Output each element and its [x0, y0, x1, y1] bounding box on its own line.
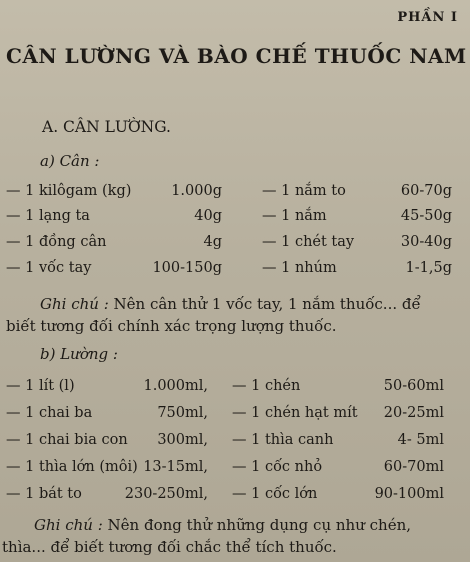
right-label: — 1 cốc nhỏ	[232, 459, 323, 475]
left-value: 1.000ml,	[143, 378, 208, 394]
right-label: — 1 nắm to	[262, 183, 346, 199]
right-label: — 1 nắm	[262, 208, 327, 224]
note-label: Ghi chú :	[34, 516, 103, 534]
note-can-line2: biết tương đối chính xác trọng lượng thuốc.	[6, 317, 337, 335]
right-value: 4- 5ml	[397, 432, 444, 448]
page-title: CÂN LƯỜNG VÀ BÀO CHẾ THUỐC NAM	[6, 44, 467, 68]
left-value: 1.000g	[171, 183, 222, 199]
left-label: — 1 lạng ta	[6, 208, 90, 224]
left-label: — 1 chai ba	[6, 405, 93, 421]
right-value: 1-1,5g	[405, 260, 452, 276]
note-text: Nên cân thử 1 vốc tay, 1 nắm thuốc... để	[108, 295, 421, 313]
right-value: 90-100ml	[374, 486, 444, 502]
note-luong-line1	[34, 516, 411, 535]
right-value: 30-40g	[400, 234, 452, 250]
left-label: — 1 đồng cân	[6, 234, 107, 250]
right-value: 50-60ml	[383, 378, 444, 394]
right-label: — 1 chén hạt mít	[232, 405, 358, 421]
left-value: 300ml,	[157, 432, 208, 448]
left-label: — 1 kilôgam (kg)	[6, 183, 132, 199]
right-label: — 1 thìa canh	[232, 432, 334, 448]
part-number: PHẦN I	[397, 10, 458, 25]
right-value: 45-50g	[400, 208, 452, 224]
subsection-heading-can: a) Cân :	[40, 152, 100, 170]
left-label: — 1 lít (l)	[6, 378, 75, 394]
note-luong-line2: thìa... để biết tương đối chắc thể tích thuốc.	[2, 538, 337, 556]
left-value: 230-250ml,	[124, 486, 208, 502]
right-label: — 1 chét tay	[262, 234, 355, 250]
left-value: 4g	[203, 234, 222, 250]
note-text: Nên đong thử những dụng cụ như chén,	[102, 516, 411, 534]
left-value: 40g	[194, 208, 222, 224]
right-value: 60-70ml	[383, 459, 444, 475]
note-label: Ghi chú :	[40, 295, 109, 313]
right-label: — 1 chén	[232, 378, 301, 394]
right-label: — 1 cốc lớn	[232, 486, 318, 502]
right-label: — 1 nhúm	[262, 260, 337, 276]
left-label: — 1 thìa lớn (môi)	[6, 459, 138, 475]
left-value: 13-15ml,	[143, 459, 208, 475]
section-heading: A. CÂN LƯỜNG.	[42, 118, 171, 136]
left-label: — 1 chai bia con	[6, 432, 128, 448]
right-value: 60-70g	[400, 183, 452, 199]
left-value: 100-150g	[152, 260, 222, 276]
subsection-heading-luong: b) Lường :	[40, 345, 118, 363]
note-can-line1	[40, 295, 421, 314]
left-value: 750ml,	[157, 405, 208, 421]
left-label: — 1 vốc tay	[6, 260, 92, 276]
right-value: 20-25ml	[383, 405, 444, 421]
left-label: — 1 bát to	[6, 486, 82, 502]
